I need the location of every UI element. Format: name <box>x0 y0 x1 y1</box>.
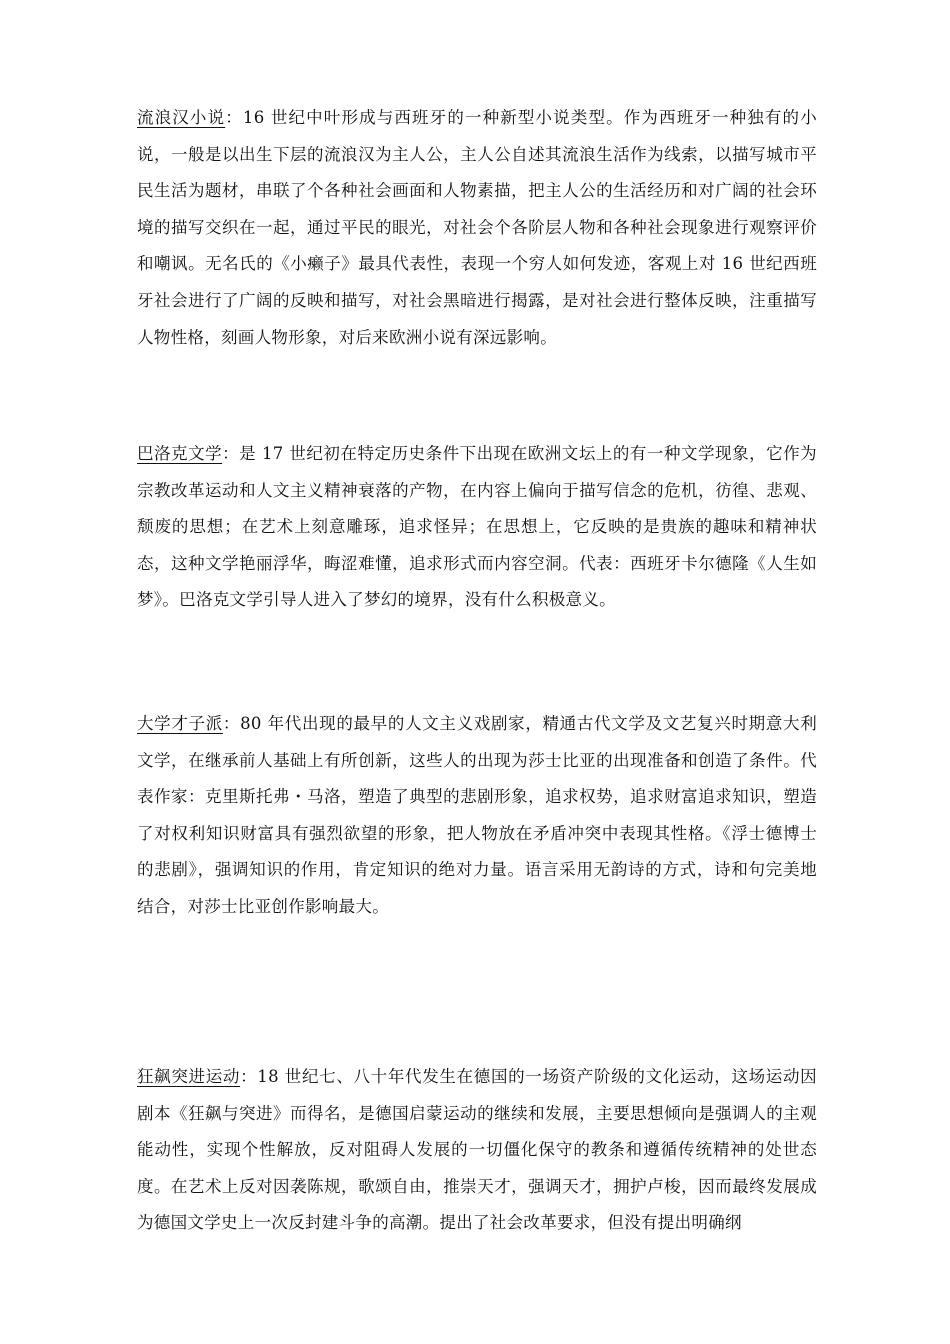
term-picaresque-novel: 流浪汉小说 <box>137 108 226 127</box>
definition-university-wits <box>137 706 817 926</box>
term-separator: ： <box>240 1067 258 1086</box>
definition-text: 16 世纪中叶形成与西班牙的一种新型小说类型。作为西班牙一种独有的小说，一般是以出生下层的流浪汉为主人公，主人公自述其流浪生活作为线索，以描写城市平民生活为题材，串联了个各种社会画面和人物素描，把主人公的生活经历和对广阔的社会环境的描写交织在一起，通过平民的眼光，对社会个各阶层人物和各种社会现象进行观察评价和嘲讽。无名氏的《小癞子》最具代表性，表现一个穷人如何发迹，客观上对 16 世纪西班牙社会进行了广阔的反映和描写，对社会黑暗进行揭露，是对社会进行整体反映，注重描写人物性格，刻画人物形象，对后来欧洲小说有深远影响。 <box>137 108 818 347</box>
definition-baroque-literature <box>137 436 817 619</box>
term-separator: ： <box>225 108 243 127</box>
term-baroque-literature: 巴洛克文学 <box>137 444 223 463</box>
definition-sturm-und-drang <box>137 1059 817 1242</box>
definition-text: 是 17 世纪初在特定历史条件下出现在欧洲文坛上的有一种文学现象，它作为宗教改革运动和人文主义精神衰落的产物，在内容上偏向于描写信念的危机，彷徨、悲观、颓废的思想；在艺术上刻意雕琢，追求怪异；在思想上，它反映的是贵族的趣味和精神状态，这种文学艳丽浮华，晦涩难懂，追求形式而内容空洞。代表：西班牙卡尔德隆《人生如梦》。巴洛克文学引导人进入了梦幻的境界，没有什么积极意义。 <box>137 444 817 610</box>
term-sturm-und-drang: 狂飙突进运动 <box>137 1067 241 1086</box>
definition-text: 80 年代出现的最早的人文主义戏剧家，精通古代文学及文艺复兴时期意大利文学，在继承前人基础上有所创新，这些人的出现为莎士比亚的出现准备和创造了条件。代表作家：克里斯托弗・马洛，塑造了典型的悲剧形象，追求权势，追求财富追求知识，塑造了对权利知识财富具有强烈欲望的形象，把人物放在矛盾冲突中表现其性格。《浮士德博士的悲剧》，强调知识的作用，肯定知识的绝对力量。语言采用无韵诗的方式，诗和句完美地结合，对莎士比亚创作影响最大。 <box>137 714 817 916</box>
definition-text: 18 世纪七、八十年代发生在德国的一场资产阶级的文化运动，这场运动因剧本《狂飙与突进》而得名，是德国启蒙运动的继续和发展，主要思想倾向是强调人的主观能动性，实现个性解放，反对阻碍人发展的一切僵化保守的教条和遵循传统精神的处世态度。在艺术上反对因袭陈规，歌颂自由，推崇天才，强调天才，拥护卢梭，因而最终发展成为德国文学史上一次反封建斗争的高潮。提出了社会改革要求，但没有提出明确纲 <box>137 1067 817 1233</box>
term-university-wits: 大学才子派 <box>137 714 223 733</box>
definition-picaresque-novel <box>137 100 817 356</box>
term-separator: ： <box>222 444 240 463</box>
term-separator: ： <box>222 714 241 733</box>
